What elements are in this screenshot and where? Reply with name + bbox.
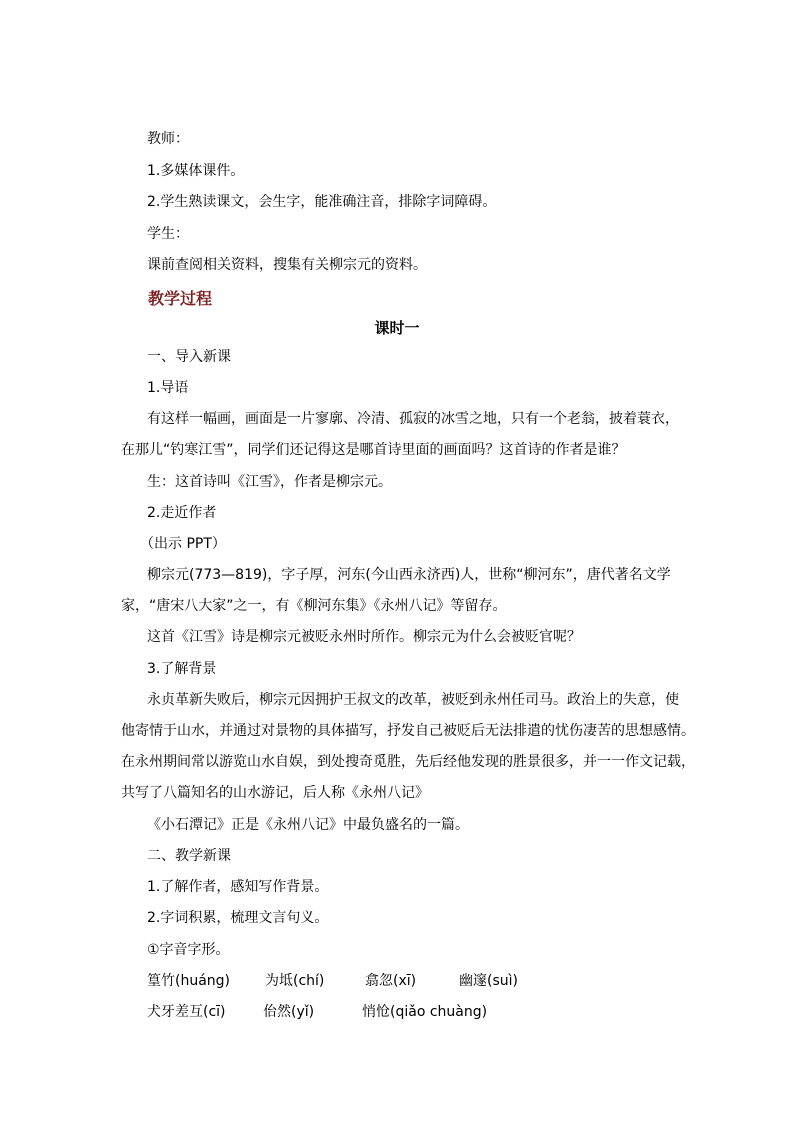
vocab-item: 幽邃(suì)	[459, 973, 518, 989]
background-heading: 3.了解背景	[147, 661, 217, 677]
background-paragraph-line-2: 他寄情于山水，并通过对景物的具体描写，抒发自己被贬后无法排遣的忧伤凄苦的思想感情。	[121, 723, 695, 739]
background-paragraph-line-3: 在永州期间常以游览山水自娱，到处搜奇觅胜，先后经他发现的胜景很多，并一一作文记载，	[121, 754, 695, 770]
intro-paragraph-line-2: 在那儿“钓寒江雪”，同学们还记得这是哪首诗里面的画面吗？这首诗的作者是谁？	[121, 442, 626, 458]
intro-answer: 生：这首诗叫《江雪》，作者是柳宗元。	[147, 474, 392, 490]
background-paragraph-line-1: 永贞革新失败后，柳宗元因拥护王叔文的改革，被贬到永州任司马。政治上的失意，使	[147, 692, 679, 708]
background-paragraph-line-5: 《小石潭记》正是《永州八记》中最负盛名的一篇。	[147, 817, 469, 833]
intro-heading: 1.导语	[147, 380, 189, 396]
teacher-label: 教师：	[147, 131, 189, 147]
author-question: 这首《江雪》诗是柳宗元被贬永州时所作。柳宗元为什么会被贬官呢？	[147, 629, 581, 645]
vocab-item: 佁然(yǐ)	[263, 1004, 315, 1020]
author-heading: 2.走近作者	[147, 505, 217, 521]
pronunciation-subheading: ①字音字形。	[147, 942, 230, 958]
part2-item-2: 2.字词积累，梳理文言句义。	[147, 910, 329, 926]
part2-item-1: 1.了解作者，感知写作背景。	[147, 879, 329, 895]
vocab-item: 翕忽(xī)	[365, 973, 417, 989]
lesson-heading: 课时一	[374, 319, 420, 337]
vocab-item: 悄怆(qiǎo chuàng)	[362, 1004, 488, 1020]
author-paragraph-line-1: 柳宗元(773—819)，字子厚，河东(今山西永济西)人，世称“柳河东”，唐代著名文学	[147, 567, 671, 583]
ppt-note: （出示 PPT）	[140, 536, 226, 552]
teacher-item-1: 1.多媒体课件。	[147, 163, 245, 179]
teacher-item-2: 2.学生熟读课文，会生字，能准确注音，排除字词障碍。	[147, 194, 497, 210]
author-paragraph-line-2: 家，“唐宋八大家”之一，有《柳河东集》《永州八记》等留存。	[121, 598, 507, 614]
part1-heading: 一、导入新课	[147, 349, 231, 365]
background-paragraph-line-4: 共写了八篇知名的山水游记，后人称《永州八记》	[121, 785, 429, 801]
intro-paragraph-line-1: 有这样一幅画，画面是一片寥廓、冷清、孤寂的冰雪之地，只有一个老翁，披着蓑衣，	[147, 411, 679, 427]
vocab-item: 犬牙差互(cī)	[147, 1004, 226, 1020]
vocab-item: 为坻(chí)	[265, 973, 325, 989]
student-label: 学生：	[147, 226, 189, 242]
process-heading: 教学过程	[148, 289, 213, 308]
student-item: 课前查阅相关资料，搜集有关柳宗元的资料。	[147, 257, 427, 273]
part2-heading: 二、教学新课	[147, 848, 231, 864]
vocab-item: 篁竹(huáng)	[147, 973, 231, 989]
